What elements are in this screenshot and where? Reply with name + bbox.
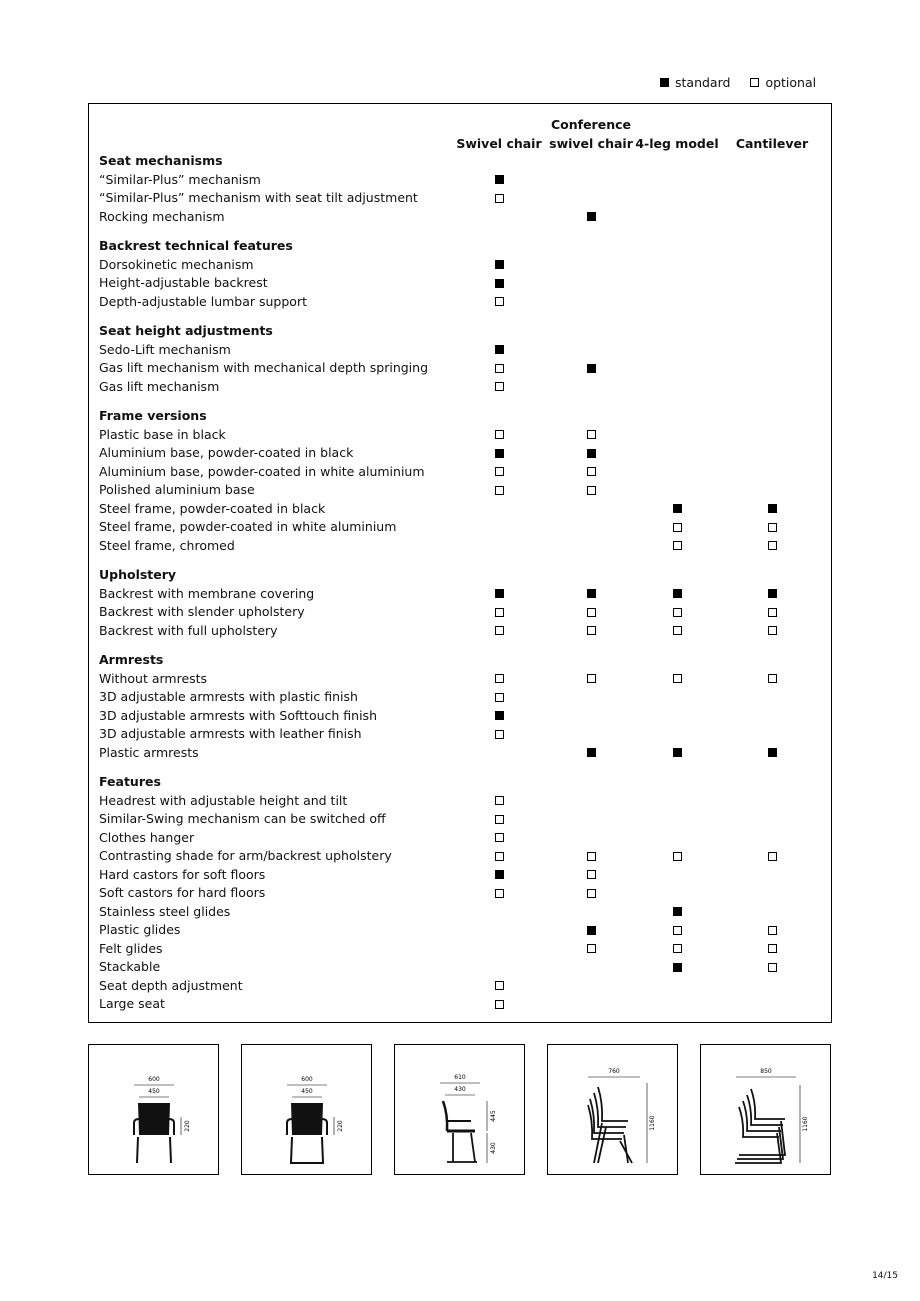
column-header-line1 — [451, 116, 547, 135]
table-row — [99, 256, 829, 275]
table-row — [99, 537, 829, 556]
optional-square-icon — [768, 523, 777, 532]
mark-cell — [489, 622, 509, 641]
page-number: 14/15 — [872, 1271, 898, 1281]
row-label: Sedo-Lift mechanism — [99, 341, 231, 357]
mark-cell — [762, 537, 782, 556]
mark-cell — [667, 847, 687, 866]
optional-square-icon — [587, 430, 596, 439]
table-row — [99, 463, 829, 482]
row-label: Large seat — [99, 996, 165, 1011]
optional-square-icon — [495, 693, 504, 702]
table-row — [99, 792, 829, 811]
optional-square-icon — [587, 626, 596, 635]
optional-square-icon — [495, 430, 504, 439]
mark-cell — [489, 256, 509, 275]
features-table — [88, 103, 832, 1023]
table-row — [99, 208, 829, 227]
table-row — [99, 481, 829, 500]
upper-height-label: 445 — [490, 1110, 497, 1122]
optional-square-icon — [587, 486, 596, 495]
standard-square-icon — [673, 907, 682, 916]
mark-cell — [667, 537, 687, 556]
optional-square-icon — [673, 626, 682, 635]
optional-square-icon — [673, 852, 682, 861]
row-label: Height-adjustable backrest — [99, 275, 268, 290]
column-header-line2: Swivel chair — [456, 135, 542, 151]
optional-square-icon — [673, 674, 682, 683]
mark-cell — [762, 940, 782, 959]
column-header-cantilever — [724, 116, 820, 153]
row-label: Felt glides — [99, 940, 163, 956]
optional-square-icon — [673, 944, 682, 953]
mark-cell — [489, 189, 509, 208]
row-label: Headrest with adjustable height and tilt — [99, 792, 348, 808]
mark-cell — [667, 585, 687, 604]
optional-square-icon — [495, 467, 504, 476]
optional-square-icon — [750, 78, 759, 87]
mark-cell — [762, 921, 782, 940]
table-row — [99, 829, 829, 848]
table-row — [99, 585, 829, 604]
width-outer-label: 610 — [454, 1074, 466, 1081]
row-label: Backrest with full upholstery — [99, 622, 278, 638]
mark-cell — [581, 670, 601, 689]
standard-square-icon — [768, 589, 777, 598]
column-header-conference-swivel-chair — [543, 116, 639, 153]
row-label: Gas lift mechanism with mechanical depth springing — [99, 360, 429, 375]
table-row — [99, 500, 829, 519]
standard-square-icon — [495, 711, 504, 720]
optional-square-icon — [495, 608, 504, 617]
mark-cell — [581, 603, 601, 622]
optional-square-icon — [495, 981, 504, 990]
table-body — [99, 152, 829, 1014]
optional-square-icon — [495, 833, 504, 842]
mark-cell — [762, 518, 782, 537]
height-label: 220 — [184, 1120, 191, 1132]
row-label: Backrest with membrane covering — [99, 585, 315, 601]
optional-square-icon — [768, 926, 777, 935]
row-label: Depth-adjustable lumbar support — [99, 293, 307, 309]
row-label: Aluminium base, powder-coated in white aluminium — [99, 463, 425, 479]
table-row — [99, 444, 829, 463]
mark-cell — [489, 995, 509, 1014]
mark-cell — [489, 481, 509, 500]
mark-cell — [581, 622, 601, 641]
mark-cell — [667, 958, 687, 977]
optional-square-icon — [495, 730, 504, 739]
table-row — [99, 426, 829, 445]
row-label: Aluminium base, powder-coated in black — [99, 445, 354, 460]
section-title: Features — [99, 774, 161, 789]
row-label: Plastic glides — [99, 922, 181, 937]
mark-cell — [489, 463, 509, 482]
optional-square-icon — [495, 889, 504, 898]
dimension-thumbnail-conference-chair — [241, 1044, 372, 1175]
optional-square-icon — [495, 852, 504, 861]
table-row — [99, 670, 829, 689]
stacked-cantilever-drawing — [701, 1045, 830, 1174]
mark-cell — [762, 847, 782, 866]
mark-cell — [581, 585, 601, 604]
mark-cell — [581, 884, 601, 903]
row-label: Soft castors for hard floors — [99, 885, 266, 900]
standard-square-icon — [673, 589, 682, 598]
mark-cell — [667, 903, 687, 922]
row-label: Similar-Swing mechanism can be switched off — [99, 811, 386, 826]
mark-cell — [762, 603, 782, 622]
standard-square-icon — [495, 279, 504, 288]
section-title: Seat mechanisms — [99, 153, 223, 168]
legend — [660, 75, 860, 90]
mark-cell — [581, 744, 601, 763]
chair-side-drawing — [395, 1045, 524, 1174]
mark-cell — [762, 622, 782, 641]
standard-square-icon — [587, 926, 596, 935]
row-label: 3D adjustable armrests with plastic finish — [99, 689, 358, 704]
column-header-line1: Conference — [550, 117, 631, 132]
table-row — [99, 341, 829, 360]
row-label: “Similar-Plus” mechanism — [99, 171, 261, 187]
mark-cell — [489, 341, 509, 360]
mark-cell — [489, 688, 509, 707]
row-label: Plastic armrests — [99, 744, 199, 760]
table-row — [99, 958, 829, 977]
optional-square-icon — [587, 889, 596, 898]
mark-cell — [762, 500, 782, 519]
optional-square-icon — [673, 608, 682, 617]
table-row — [99, 884, 829, 903]
dimension-thumbnail-stacked-4-leg — [547, 1044, 678, 1175]
width-outer-label: 600 — [148, 1076, 160, 1083]
section-title: Upholstery — [99, 567, 177, 582]
optional-square-icon — [768, 852, 777, 861]
mark-cell — [581, 481, 601, 500]
width-inner-label: 430 — [454, 1086, 466, 1093]
dimension-thumbnail-stacked-cantilever — [700, 1044, 831, 1175]
column-header-4-leg-model — [629, 116, 725, 153]
mark-cell — [581, 463, 601, 482]
optional-square-icon — [768, 963, 777, 972]
column-header-line2: 4-leg model — [635, 135, 719, 151]
table-row — [99, 378, 829, 397]
standard-square-icon — [587, 589, 596, 598]
row-label: Clothes hanger — [99, 829, 195, 845]
standard-square-icon — [495, 260, 504, 269]
optional-square-icon — [587, 674, 596, 683]
mark-cell — [489, 977, 509, 996]
mark-cell — [762, 744, 782, 763]
mark-cell — [489, 707, 509, 726]
table-row — [99, 518, 829, 537]
height-label: 1160 — [802, 1116, 809, 1132]
standard-square-icon — [587, 748, 596, 757]
width-inner-label: 450 — [148, 1088, 160, 1095]
optional-square-icon — [587, 467, 596, 476]
row-label: Without armrests — [99, 670, 208, 686]
table-row — [99, 274, 829, 293]
mark-cell — [762, 585, 782, 604]
section-title: Frame versions — [99, 408, 207, 423]
height-label: 220 — [337, 1120, 344, 1132]
mark-cell — [581, 444, 601, 463]
table-row — [99, 622, 829, 641]
standard-square-icon — [768, 748, 777, 757]
mark-cell — [581, 359, 601, 378]
table-row — [99, 359, 829, 378]
optional-square-icon — [495, 626, 504, 635]
mark-cell — [667, 622, 687, 641]
table-row — [99, 603, 829, 622]
standard-square-icon — [660, 78, 669, 87]
standard-square-icon — [673, 504, 682, 513]
standard-square-icon — [495, 589, 504, 598]
mark-cell — [762, 670, 782, 689]
column-header-line1 — [629, 116, 725, 135]
mark-cell — [581, 940, 601, 959]
standard-square-icon — [495, 345, 504, 354]
standard-square-icon — [495, 870, 504, 879]
row-label: Polished aluminium base — [99, 482, 255, 497]
mark-cell — [489, 670, 509, 689]
table-row — [99, 171, 829, 190]
mark-cell — [489, 792, 509, 811]
row-label: Steel frame, powder-coated in white aluminium — [99, 519, 397, 534]
optional-square-icon — [587, 608, 596, 617]
mark-cell — [581, 426, 601, 445]
standard-square-icon — [587, 212, 596, 221]
mark-cell — [667, 744, 687, 763]
mark-cell — [667, 670, 687, 689]
table-row — [99, 847, 829, 866]
mark-cell — [667, 921, 687, 940]
optional-square-icon — [587, 852, 596, 861]
optional-square-icon — [768, 944, 777, 953]
row-label: Dorsokinetic mechanism — [99, 256, 254, 272]
mark-cell — [489, 585, 509, 604]
mark-cell — [581, 847, 601, 866]
optional-square-icon — [495, 486, 504, 495]
row-label: 3D adjustable armrests with leather finish — [99, 726, 362, 741]
table-row — [99, 977, 829, 996]
optional-square-icon — [768, 626, 777, 635]
optional-square-icon — [768, 541, 777, 550]
standard-square-icon — [495, 449, 504, 458]
mark-cell — [489, 171, 509, 190]
section-title: Seat height adjustments — [99, 323, 273, 338]
column-header-line2: Cantilever — [735, 135, 809, 151]
standard-square-icon — [587, 364, 596, 373]
width-label: 850 — [760, 1068, 772, 1075]
mark-cell — [489, 725, 509, 744]
mark-cell — [581, 921, 601, 940]
row-label: Rocking mechanism — [99, 208, 225, 224]
width-inner-label: 450 — [301, 1088, 313, 1095]
mark-cell — [581, 208, 601, 227]
table-row — [99, 725, 829, 744]
mark-cell — [667, 603, 687, 622]
table-row — [99, 903, 829, 922]
dimension-thumbnail-swivel-chair — [88, 1044, 219, 1175]
table-row — [99, 940, 829, 959]
mark-cell — [489, 293, 509, 312]
legend-optional-label: optional — [765, 75, 817, 90]
mark-cell — [489, 847, 509, 866]
mark-cell — [489, 378, 509, 397]
optional-square-icon — [673, 523, 682, 532]
table-row — [99, 921, 829, 940]
table-row — [99, 866, 829, 885]
table-row — [99, 744, 829, 763]
optional-square-icon — [495, 382, 504, 391]
width-outer-label: 600 — [301, 1076, 313, 1083]
row-label: Steel frame, chromed — [99, 537, 235, 553]
standard-square-icon — [768, 504, 777, 513]
mark-cell — [489, 426, 509, 445]
lower-height-label: 430 — [490, 1142, 497, 1154]
swivel-chair-front-drawing — [89, 1045, 218, 1174]
mark-cell — [489, 829, 509, 848]
optional-square-icon — [673, 926, 682, 935]
optional-square-icon — [587, 870, 596, 879]
optional-square-icon — [495, 297, 504, 306]
column-header-line2: swivel chair — [549, 135, 633, 151]
width-label: 760 — [608, 1068, 620, 1075]
section-title: Armrests — [99, 652, 164, 667]
dimension-thumbnail-side-view — [394, 1044, 525, 1175]
row-label: “Similar-Plus” mechanism with seat tilt adjustment — [99, 190, 418, 205]
mark-cell — [489, 884, 509, 903]
optional-square-icon — [495, 674, 504, 683]
row-label: Stainless steel glides — [99, 903, 231, 919]
mark-cell — [489, 274, 509, 293]
optional-square-icon — [495, 1000, 504, 1009]
mark-cell — [489, 866, 509, 885]
standard-square-icon — [673, 748, 682, 757]
table-row — [99, 810, 829, 829]
row-label: Backrest with slender upholstery — [99, 604, 305, 619]
column-header-line1 — [724, 116, 820, 135]
row-label: Steel frame, powder-coated in black — [99, 500, 326, 516]
optional-square-icon — [495, 194, 504, 203]
row-label: Stackable — [99, 959, 161, 974]
standard-square-icon — [495, 175, 504, 184]
optional-square-icon — [673, 541, 682, 550]
section-title: Backrest technical features — [99, 238, 293, 253]
stacked-4-leg-drawing — [548, 1045, 677, 1174]
table-row — [99, 995, 829, 1014]
mark-cell — [667, 518, 687, 537]
optional-square-icon — [495, 815, 504, 824]
row-label: Contrasting shade for arm/backrest upholstery — [99, 848, 392, 863]
column-header-swivel-chair — [451, 116, 547, 153]
mark-cell — [489, 603, 509, 622]
optional-square-icon — [768, 674, 777, 683]
row-label: Gas lift mechanism — [99, 378, 220, 394]
mark-cell — [667, 940, 687, 959]
row-label: Seat depth adjustment — [99, 977, 243, 993]
table-row — [99, 189, 829, 208]
optional-square-icon — [768, 608, 777, 617]
row-label: 3D adjustable armrests with Softtouch finish — [99, 707, 377, 723]
table-row — [99, 688, 829, 707]
optional-square-icon — [587, 944, 596, 953]
mark-cell — [667, 500, 687, 519]
optional-square-icon — [495, 364, 504, 373]
conference-chair-front-drawing — [242, 1045, 371, 1174]
mark-cell — [489, 444, 509, 463]
mark-cell — [489, 359, 509, 378]
mark-cell — [581, 866, 601, 885]
row-label: Plastic base in black — [99, 426, 226, 442]
row-label: Hard castors for soft floors — [99, 866, 266, 882]
height-label: 1160 — [649, 1115, 656, 1131]
standard-square-icon — [673, 963, 682, 972]
legend-standard-label: standard — [675, 75, 731, 90]
mark-cell — [489, 810, 509, 829]
optional-square-icon — [495, 796, 504, 805]
mark-cell — [762, 958, 782, 977]
standard-square-icon — [587, 449, 596, 458]
table-row — [99, 707, 829, 726]
table-row — [99, 293, 829, 312]
